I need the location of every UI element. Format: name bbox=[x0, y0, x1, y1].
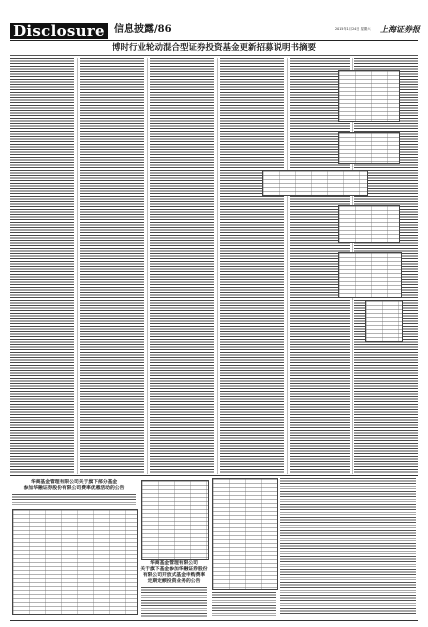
asset-allocation-table bbox=[338, 70, 400, 122]
column-divider bbox=[287, 58, 288, 474]
section-rule bbox=[10, 475, 418, 476]
performance-table bbox=[338, 252, 402, 298]
notice-left-title-line-1: 华商基金管理有限公司关于旗下部分基金 bbox=[30, 479, 118, 485]
industry-allocation-table bbox=[338, 132, 400, 164]
notice-center bbox=[140, 478, 208, 618]
section-title: 信息披露 bbox=[114, 24, 154, 35]
article-column-3 bbox=[150, 58, 214, 474]
notice-right-body-1 bbox=[212, 592, 276, 616]
title-rule bbox=[10, 55, 418, 56]
column-divider bbox=[147, 58, 148, 474]
article-title: 博时行业轮动混合型证券投资基金更新招募说明书摘要 bbox=[111, 43, 316, 53]
page-number: /86 bbox=[154, 24, 172, 35]
notice-center-title-line-3: 有限公司开放式基金申购费率 bbox=[142, 572, 206, 578]
notice-center-title-line-2: 关于旗下基金参加华融证券股份 bbox=[140, 566, 208, 572]
notice-center-title-line-1: 华商基金管理有限公司 bbox=[150, 560, 198, 566]
article-column-4 bbox=[220, 58, 284, 474]
column-divider bbox=[217, 58, 218, 474]
notice-right-body-2 bbox=[280, 478, 416, 616]
notice-left-title-line-2: 参加华融证券股份有限公司费率优惠活动的公告 bbox=[23, 485, 125, 491]
footer-rule bbox=[10, 620, 418, 621]
header-rule bbox=[10, 40, 418, 41]
notice-left-fund-table bbox=[12, 509, 138, 615]
page-header bbox=[0, 0, 428, 40]
issue-date: 2015年1月24日 星期六 bbox=[335, 27, 371, 31]
disclosure-banner: Disclosure bbox=[10, 23, 108, 39]
fee-table bbox=[365, 300, 403, 342]
section-name bbox=[114, 24, 172, 36]
notice-center-fund-table bbox=[141, 480, 209, 560]
column-divider bbox=[77, 58, 78, 474]
notice-center-body bbox=[141, 587, 207, 617]
notice-left-intro bbox=[12, 494, 136, 506]
stock-holdings-table bbox=[262, 170, 368, 196]
article-column-1 bbox=[10, 58, 74, 474]
article-column-2 bbox=[80, 58, 144, 474]
notice-right-fund-table bbox=[212, 478, 278, 590]
notice-left bbox=[10, 478, 138, 618]
newspaper-masthead: 上海证券报 bbox=[380, 24, 420, 34]
notice-center-title-line-4: 定期定额投资业务的公告 bbox=[147, 578, 201, 584]
bond-holdings-table bbox=[338, 205, 400, 243]
